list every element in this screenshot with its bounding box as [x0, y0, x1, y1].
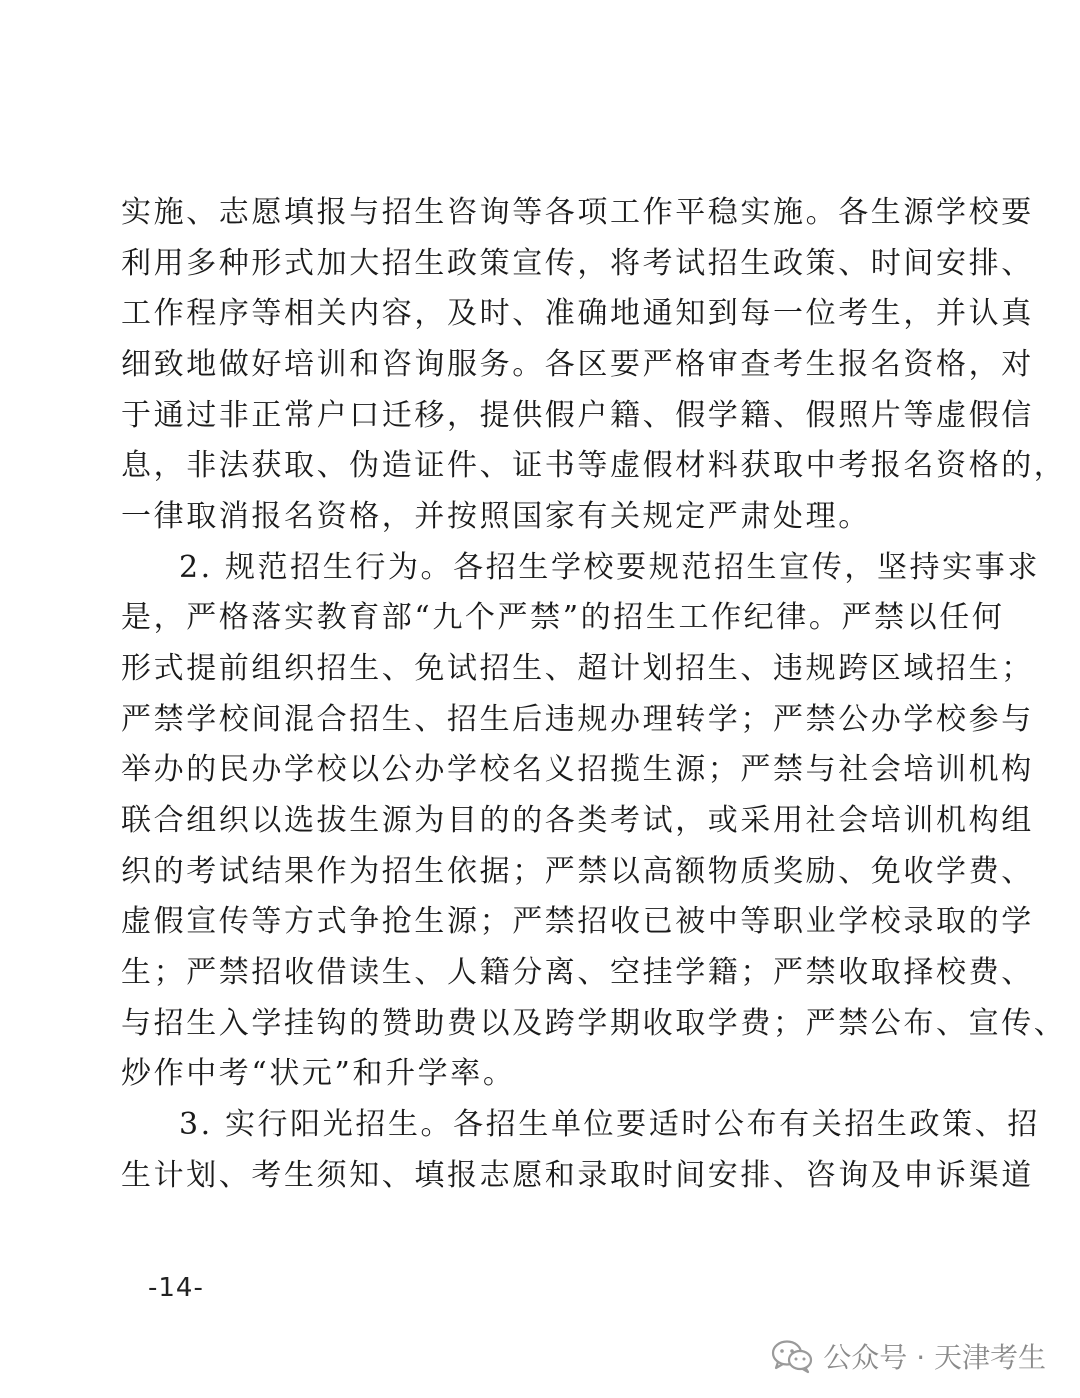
text-line: 工作程序等相关内容，及时、准确地通知到每一位考生，并认真 [121, 296, 1034, 331]
text-line: 炒作中考“状元”和升学率。 [121, 1056, 516, 1091]
text-line: 严禁学校间混合招生、招生后违规办理转学；严禁公办学校参与 [121, 702, 1034, 737]
page-number: -14- [148, 1273, 204, 1303]
text-line: 利用多种形式加大招生政策宣传，将考试招生政策、时间安排、 [121, 246, 1034, 281]
text-line: 与招生入学挂钩的赞助费以及跨学期收取学费；严禁公布、宣传、 [121, 1006, 1067, 1041]
text-line: 形式提前组织招生、免试招生、超计划招生、违规跨区域招生； [121, 651, 1034, 686]
text-line: 联合组织以选拔生源为目的的各类考试，或采用社会培训机构组 [121, 803, 1034, 838]
text-line: 细致地做好培训和咨询服务。各区要严格审查考生报名资格，对 [121, 347, 1034, 382]
text-line: 3. 实行阳光招生。各招生单位要适时公布有关招生政策、招 [179, 1107, 1040, 1142]
text-line: 是，严格落实教育部“九个严禁”的招生工作纪律。严禁以任何 [121, 600, 1005, 635]
text-line: 实施、志愿填报与招生咨询等各项工作平稳实施。各生源学校要 [121, 195, 1034, 230]
text-line: 举办的民办学校以公办学校名义招揽生源；严禁与社会培训机构 [121, 752, 1034, 787]
text-line: 生计划、考生须知、填报志愿和录取时间安排、咨询及申诉渠道 [121, 1158, 1034, 1193]
text-line: 2. 规范招生行为。各招生学校要规范招生宣传，坚持实事求 [179, 550, 1040, 585]
watermark-text: 公众号 · 天津考生 [823, 1341, 1046, 1374]
text-line: 虚假宣传等方式争抢生源；严禁招收已被中等职业学校录取的学 [121, 904, 1034, 939]
watermark [771, 1336, 1046, 1376]
wechat-icon [771, 1339, 813, 1373]
text-line: 织的考试结果作为招生依据；严禁以高额物质奖励、免收学费、 [121, 854, 1034, 889]
text-line: 于通过非正常户口迁移，提供假户籍、假学籍、假照片等虚假信 [121, 398, 1034, 433]
text-line: 生；严禁招收借读生、人籍分离、空挂学籍；严禁收取择校费、 [121, 955, 1034, 990]
text-line: 息，非法获取、伪造证件、证书等虚假材料获取中考报名资格的， [121, 448, 1067, 483]
text-line: 一律取消报名资格，并按照国家有关规定严肃处理。 [121, 499, 871, 534]
